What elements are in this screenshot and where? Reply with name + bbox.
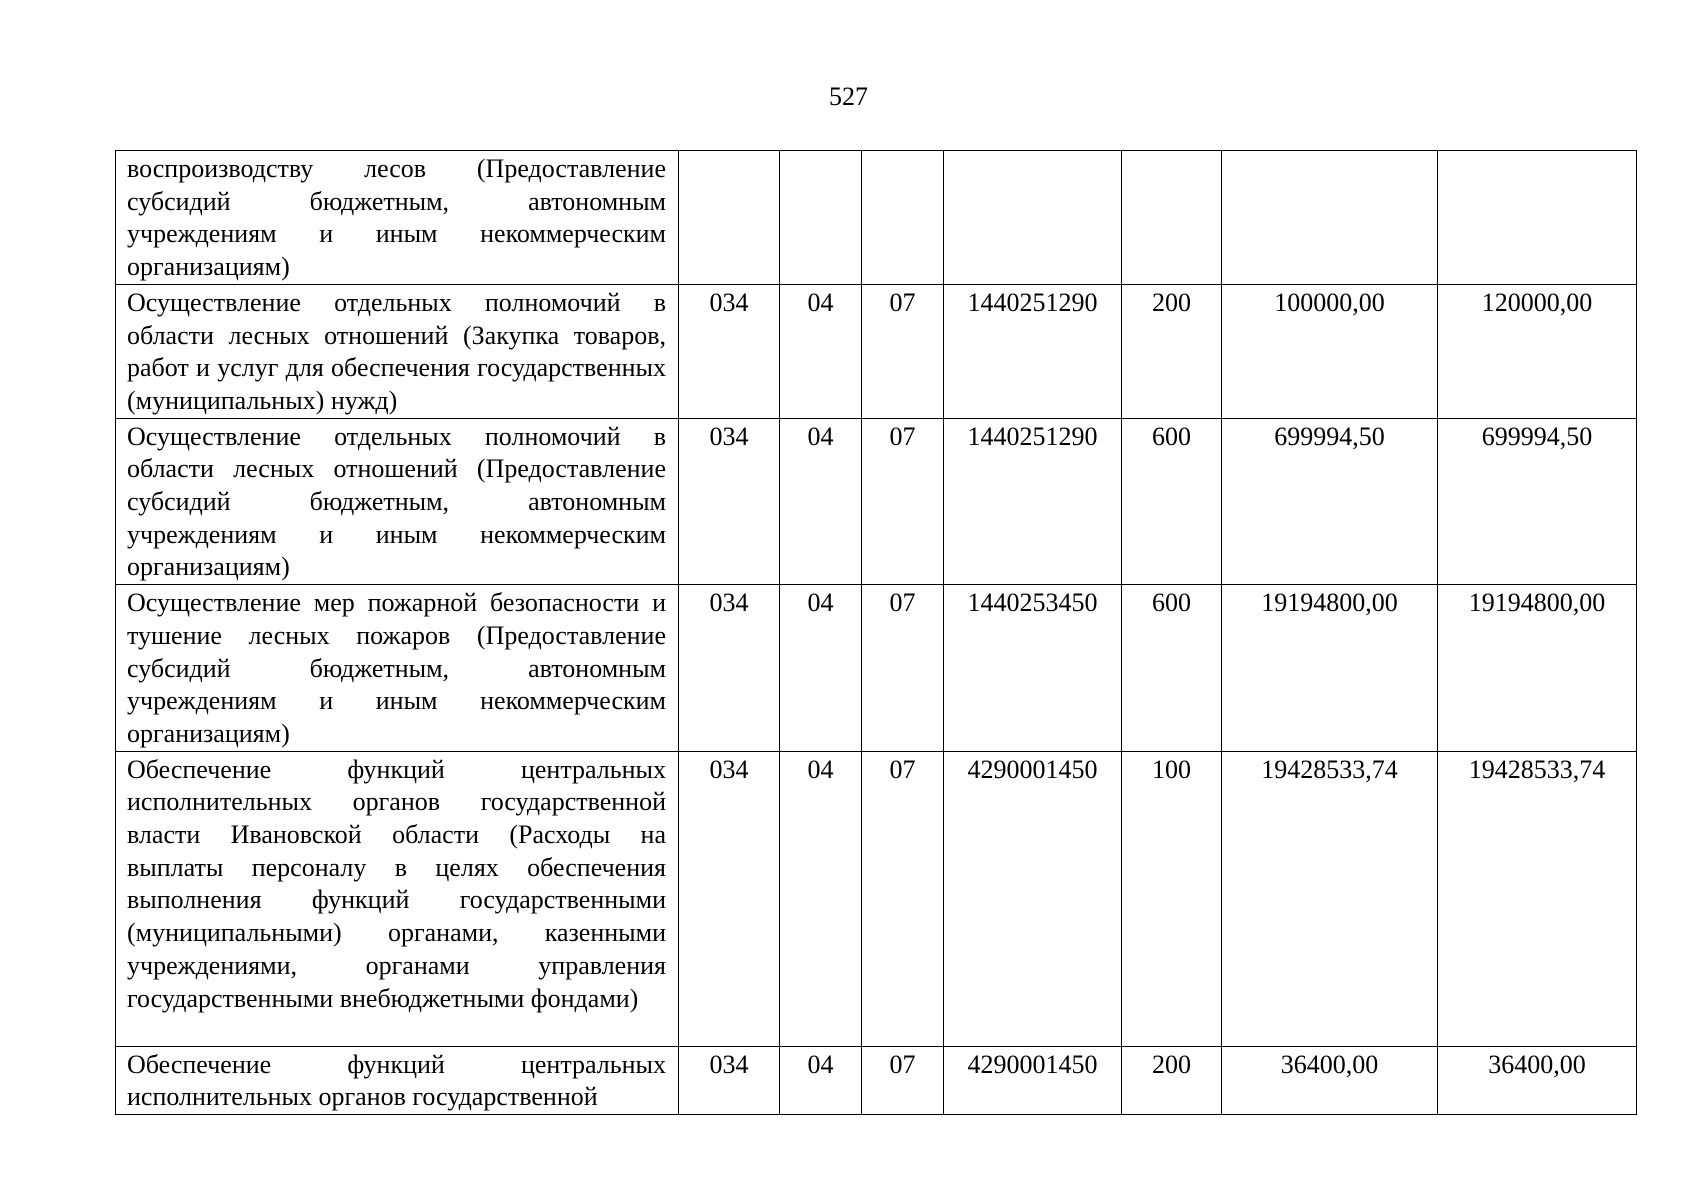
admin-code: 034 <box>679 1046 780 1114</box>
subsection-code <box>862 151 944 285</box>
amount-year-1: 699994,50 <box>1222 418 1438 585</box>
expense-type-code: 600 <box>1122 585 1222 752</box>
row-name: Обеспечение функций центральных исполнительных органов государственной власти Ивановской области (Расходы на выплаты персоналу в целях обеспечения выполнения функций государственными (муниципальными) органами, казенными учреждениями, органами управления государственными внебюджетными фондами) <box>116 751 679 1046</box>
subsection-code: 07 <box>862 418 944 585</box>
admin-code: 034 <box>679 284 780 418</box>
subsection-code: 07 <box>862 284 944 418</box>
subsection-code: 07 <box>862 1046 944 1114</box>
expense-type-code: 600 <box>1122 418 1222 585</box>
section-code <box>780 151 862 285</box>
budget-table <box>115 150 1637 1115</box>
subsection-code: 07 <box>862 751 944 1046</box>
amount-year-1: 19194800,00 <box>1222 585 1438 752</box>
amount-year-1: 19428533,74 <box>1222 751 1438 1046</box>
admin-code: 034 <box>679 418 780 585</box>
section-code: 04 <box>780 751 862 1046</box>
amount-year-1: 100000,00 <box>1222 284 1438 418</box>
amount-year-2: 19194800,00 <box>1438 585 1637 752</box>
amount-year-1 <box>1222 151 1438 285</box>
target-code: 1440251290 <box>944 284 1122 418</box>
amount-year-2: 120000,00 <box>1438 284 1637 418</box>
section-code: 04 <box>780 1046 862 1114</box>
row-name: Осуществление отдельных полномочий в области лесных отношений (Закупка товаров, работ и услуг для обеспечения государственных (муниципальных) нужд) <box>116 284 679 418</box>
admin-code: 034 <box>679 751 780 1046</box>
row-name: Осуществление отдельных полномочий в области лесных отношений (Предоставление субсидий бюджетным, автономным учреждениям и иным некоммерческим организациям) <box>116 418 679 585</box>
row-name: Обеспечение функций центральных исполнительных органов государственной <box>116 1046 679 1114</box>
expense-type-code <box>1122 151 1222 285</box>
section-code: 04 <box>780 284 862 418</box>
amount-year-2: 19428533,74 <box>1438 751 1637 1046</box>
table-row <box>116 751 1637 1046</box>
section-code: 04 <box>780 418 862 585</box>
table-row <box>116 151 1637 285</box>
amount-year-2 <box>1438 151 1637 285</box>
admin-code: 034 <box>679 585 780 752</box>
target-code <box>944 151 1122 285</box>
row-name: воспроизводству лесов (Предоставление субсидий бюджетным, автономным учреждениям и иным некоммерческим организациям) <box>116 151 679 285</box>
table-row <box>116 1046 1637 1114</box>
row-name: Осуществление мер пожарной безопасности и тушение лесных пожаров (Предоставление субсидий бюджетным, автономным учреждениям и иным некоммерческим организациям) <box>116 585 679 752</box>
target-code: 4290001450 <box>944 1046 1122 1114</box>
expense-type-code: 200 <box>1122 1046 1222 1114</box>
amount-year-1: 36400,00 <box>1222 1046 1438 1114</box>
table-row <box>116 585 1637 752</box>
expense-type-code: 100 <box>1122 751 1222 1046</box>
table-row <box>116 284 1637 418</box>
admin-code <box>679 151 780 285</box>
expense-type-code: 200 <box>1122 284 1222 418</box>
target-code: 4290001450 <box>944 751 1122 1046</box>
target-code: 1440253450 <box>944 585 1122 752</box>
section-code: 04 <box>780 585 862 752</box>
amount-year-2: 36400,00 <box>1438 1046 1637 1114</box>
subsection-code: 07 <box>862 585 944 752</box>
table-row <box>116 418 1637 585</box>
amount-year-2: 699994,50 <box>1438 418 1637 585</box>
page-number: 527 <box>829 82 868 111</box>
target-code: 1440251290 <box>944 418 1122 585</box>
